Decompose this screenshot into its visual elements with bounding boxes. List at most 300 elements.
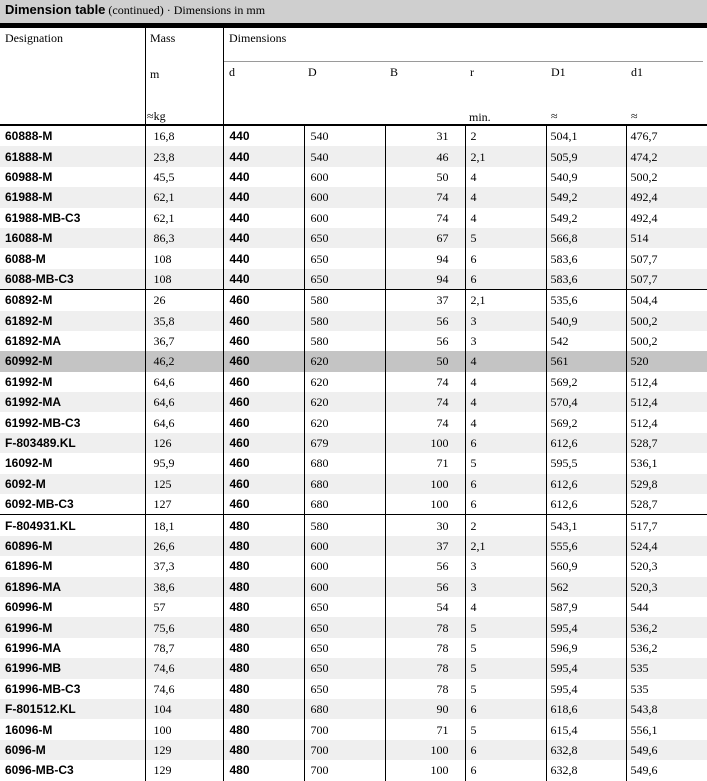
shoulder-d1-cell: 529,8 <box>626 474 707 494</box>
shoulder-D1-cell: 595,4 <box>546 679 626 699</box>
mass-cell: 129 <box>145 740 223 760</box>
designation-cell: 6092-MB-C3 <box>5 497 74 512</box>
header-designation: Designation <box>5 31 63 45</box>
radius-r-cell: 3 <box>465 331 546 351</box>
shoulder-D1-cell: 504,1 <box>546 126 626 146</box>
mass-cell: 62,1 <box>145 187 223 207</box>
radius-r-cell: 6 <box>465 699 546 719</box>
bore-d-cell: 460 <box>223 351 304 371</box>
bore-d-cell: 480 <box>223 740 304 760</box>
designation-cell: 16088-M <box>0 228 145 248</box>
mass-cell: 45,5 <box>145 167 223 187</box>
width-B-cell: 67 <box>385 228 465 248</box>
radius-r-cell: 2,1 <box>465 536 546 556</box>
outer-D-cell: 650 <box>304 617 385 637</box>
designation-cell: 60892-M <box>0 290 145 311</box>
outer-D-cell: 680 <box>304 453 385 473</box>
bore-d-cell: 440 <box>223 146 304 166</box>
mass-cell: 126 <box>145 433 223 453</box>
table-row <box>0 740 707 760</box>
designation-cell: 61992-MA <box>0 392 145 412</box>
mass-cell: 23,8 <box>145 146 223 166</box>
width-B-cell: 56 <box>385 331 465 351</box>
bore-d-cell: 440 <box>223 208 304 228</box>
radius-r-cell: 4 <box>465 597 546 617</box>
table-row <box>0 515 707 536</box>
mass-cell: 57 <box>145 597 223 617</box>
mass-cell: 38,6 <box>145 577 223 597</box>
mass-cell: 64,6 <box>145 392 223 412</box>
table-row <box>0 228 707 248</box>
bore-d-cell: 440 <box>223 269 304 290</box>
shoulder-d1-cell: 549,6 <box>626 740 707 760</box>
designation-cell: 61996-M <box>0 617 145 637</box>
table-row <box>0 208 707 228</box>
shoulder-D1-cell: 612,6 <box>546 494 626 515</box>
shoulder-D1-cell: 612,6 <box>546 433 626 453</box>
outer-D-cell: 580 <box>304 331 385 351</box>
width-B-cell: 46 <box>385 146 465 166</box>
radius-r-cell: 4 <box>465 167 546 187</box>
shoulder-D1-cell: 632,8 <box>546 740 626 760</box>
bore-d-cell: 460 <box>223 494 304 515</box>
header-D1-approx: ≈ <box>551 109 558 123</box>
shoulder-d1-cell: 512,4 <box>626 412 707 432</box>
mass-cell: 129 <box>145 760 223 780</box>
outer-D-cell: 680 <box>304 474 385 494</box>
header-mass-symbol: m <box>150 67 160 81</box>
outer-D-cell: 620 <box>304 392 385 412</box>
mass-cell: 86,3 <box>145 228 223 248</box>
radius-r-cell: 3 <box>465 556 546 576</box>
width-B-cell: 71 <box>385 719 465 739</box>
shoulder-D1-cell: 615,4 <box>546 719 626 739</box>
table-row <box>0 269 707 290</box>
mass-cell: 62,1 <box>145 208 223 228</box>
shoulder-d1-cell: 492,4 <box>626 208 707 228</box>
header-mass: Mass <box>150 31 176 45</box>
shoulder-D1-cell: 595,4 <box>546 617 626 637</box>
shoulder-d1-cell: 512,4 <box>626 372 707 392</box>
designation-cell: 60996-M <box>5 600 53 615</box>
table-row <box>0 556 707 576</box>
shoulder-d1-cell: 544 <box>626 597 707 617</box>
header-d1-approx: ≈ <box>631 109 638 123</box>
outer-D-cell: 650 <box>304 638 385 658</box>
outer-D-cell: 600 <box>304 167 385 187</box>
radius-r-cell: 4 <box>465 372 546 392</box>
mass-cell: 104 <box>145 699 223 719</box>
table-row <box>0 167 707 187</box>
header-mass-unit: ≈kg <box>147 109 166 123</box>
shoulder-d1-cell: 507,7 <box>626 248 707 268</box>
radius-r-cell: 6 <box>465 248 546 268</box>
radius-r-cell: 5 <box>465 617 546 637</box>
bore-d-cell: 460 <box>223 290 304 311</box>
title-units: Dimensions in mm <box>173 3 266 17</box>
shoulder-d1-cell: 507,7 <box>626 269 707 290</box>
shoulder-d1-cell: 500,2 <box>626 331 707 351</box>
shoulder-d1-cell: 474,2 <box>626 146 707 166</box>
table-row <box>0 577 707 597</box>
designation-cell: 61992-M <box>5 374 53 389</box>
width-B-cell: 37 <box>385 536 465 556</box>
table-body <box>0 126 707 781</box>
radius-r-cell: 2,1 <box>465 290 546 311</box>
dimensions-underline <box>224 61 703 62</box>
shoulder-d1-cell: 500,2 <box>626 167 707 187</box>
shoulder-d1-cell: 536,1 <box>626 453 707 473</box>
mass-cell: 18,1 <box>145 515 223 536</box>
width-B-cell: 56 <box>385 311 465 331</box>
radius-r-cell: 3 <box>465 311 546 331</box>
designation-cell: 61996-MA <box>5 640 62 655</box>
outer-D-cell: 620 <box>304 351 385 371</box>
bore-d-cell: 440 <box>223 167 304 187</box>
bore-d-cell: 460 <box>223 412 304 432</box>
shoulder-D1-cell: 505,9 <box>546 146 626 166</box>
width-B-cell: 94 <box>385 269 465 290</box>
outer-D-cell: 700 <box>304 719 385 739</box>
shoulder-D1-cell: 540,9 <box>546 167 626 187</box>
radius-r-cell: 6 <box>465 494 546 515</box>
shoulder-D1-cell: 583,6 <box>546 269 626 290</box>
outer-D-cell: 620 <box>304 412 385 432</box>
outer-D-cell: 650 <box>304 597 385 617</box>
designation-cell: 6096-MB-C3 <box>5 763 74 778</box>
table-row <box>0 187 707 207</box>
shoulder-D1-cell: 542 <box>546 331 626 351</box>
bore-d-cell: 480 <box>223 679 304 699</box>
mass-cell: 64,6 <box>145 372 223 392</box>
designation-cell: 61888-M <box>0 146 145 166</box>
radius-r-cell: 3 <box>465 577 546 597</box>
table-row <box>0 248 707 268</box>
header-r-min: min. <box>469 110 491 124</box>
bore-d-cell: 480 <box>223 556 304 576</box>
shoulder-D1-cell: 549,2 <box>546 208 626 228</box>
table-row <box>0 699 707 719</box>
mass-cell: 36,7 <box>145 331 223 351</box>
table-title: Dimension table <box>5 2 106 17</box>
mass-cell: 127 <box>145 494 223 515</box>
radius-r-cell: 6 <box>465 760 546 780</box>
mass-cell: 46,2 <box>145 351 223 371</box>
table-row <box>0 392 707 412</box>
shoulder-d1-cell: 512,4 <box>626 392 707 412</box>
designation-cell: 16092-M <box>5 456 53 471</box>
table-row <box>0 719 707 739</box>
width-B-cell: 74 <box>385 208 465 228</box>
shoulder-d1-cell: 536,2 <box>626 638 707 658</box>
shoulder-d1-cell: 514 <box>626 228 707 248</box>
bore-d-cell: 480 <box>223 638 304 658</box>
radius-r-cell: 6 <box>465 269 546 290</box>
outer-D-cell: 540 <box>304 146 385 166</box>
table-row <box>0 658 707 678</box>
width-B-cell: 56 <box>385 577 465 597</box>
radius-r-cell: 2,1 <box>465 146 546 166</box>
table-row <box>0 351 707 371</box>
mass-cell: 37,3 <box>145 556 223 576</box>
width-B-cell: 78 <box>385 679 465 699</box>
width-B-cell: 78 <box>385 638 465 658</box>
shoulder-D1-cell: 569,2 <box>546 372 626 392</box>
shoulder-D1-cell: 596,9 <box>546 638 626 658</box>
bore-d-cell: 440 <box>223 187 304 207</box>
shoulder-d1-cell: 549,6 <box>626 760 707 780</box>
outer-D-cell: 650 <box>304 269 385 290</box>
header-d1: d1 <box>631 65 643 79</box>
shoulder-D1-cell: 566,8 <box>546 228 626 248</box>
width-B-cell: 90 <box>385 699 465 719</box>
shoulder-D1-cell: 570,4 <box>546 392 626 412</box>
designation-cell: F-801512.KL <box>0 699 145 719</box>
designation-cell: 60992-M <box>0 351 145 371</box>
width-B-cell: 50 <box>385 351 465 371</box>
header-D: D <box>308 65 317 79</box>
designation-cell: 61988-M <box>0 187 145 207</box>
designation-cell: 61996-MB <box>0 658 145 678</box>
shoulder-D1-cell: 612,6 <box>546 474 626 494</box>
shoulder-D1-cell: 595,4 <box>546 658 626 678</box>
width-B-cell: 100 <box>385 740 465 760</box>
radius-r-cell: 5 <box>465 679 546 699</box>
title-continued: (continued) <box>108 3 164 17</box>
header-divider <box>223 28 224 124</box>
outer-D-cell: 600 <box>304 536 385 556</box>
mass-cell: 35,8 <box>145 311 223 331</box>
shoulder-d1-cell: 517,7 <box>626 515 707 536</box>
header-D1: D1 <box>551 65 566 79</box>
mass-cell: 75,6 <box>145 617 223 637</box>
mass-cell: 64,6 <box>145 412 223 432</box>
mass-cell: 74,6 <box>145 658 223 678</box>
outer-D-cell: 700 <box>304 760 385 780</box>
shoulder-d1-cell: 500,2 <box>626 311 707 331</box>
designation-cell: 6092-M <box>0 474 145 494</box>
outer-D-cell: 680 <box>304 494 385 515</box>
shoulder-D1-cell: 595,5 <box>546 453 626 473</box>
width-B-cell: 74 <box>385 187 465 207</box>
table-row <box>0 331 707 351</box>
designation-cell: 60988-M <box>5 169 53 184</box>
outer-D-cell: 580 <box>304 311 385 331</box>
designation-cell: 61892-M <box>0 311 145 331</box>
width-B-cell: 54 <box>385 597 465 617</box>
table-row <box>0 760 707 780</box>
radius-r-cell: 5 <box>465 453 546 473</box>
radius-r-cell: 4 <box>465 351 546 371</box>
shoulder-d1-cell: 492,4 <box>626 187 707 207</box>
bore-d-cell: 460 <box>223 433 304 453</box>
width-B-cell: 31 <box>385 126 465 146</box>
outer-D-cell: 600 <box>304 577 385 597</box>
outer-D-cell: 580 <box>304 515 385 536</box>
designation-cell: F-803489.KL <box>0 433 145 453</box>
shoulder-D1-cell: 555,6 <box>546 536 626 556</box>
mass-cell: 26 <box>145 290 223 311</box>
table-row <box>0 638 707 658</box>
radius-r-cell: 5 <box>465 719 546 739</box>
table-row <box>0 474 707 494</box>
outer-D-cell: 650 <box>304 248 385 268</box>
radius-r-cell: 6 <box>465 740 546 760</box>
bore-d-cell: 460 <box>223 453 304 473</box>
width-B-cell: 74 <box>385 412 465 432</box>
outer-D-cell: 650 <box>304 228 385 248</box>
radius-r-cell: 6 <box>465 433 546 453</box>
designation-cell: F-804931.KL <box>0 515 145 536</box>
mass-cell: 95,9 <box>145 453 223 473</box>
outer-D-cell: 580 <box>304 290 385 311</box>
bore-d-cell: 480 <box>223 658 304 678</box>
radius-r-cell: 4 <box>465 208 546 228</box>
table-row <box>0 453 707 473</box>
designation-cell: 61992-MB-C3 <box>5 415 81 430</box>
shoulder-d1-cell: 524,4 <box>626 536 707 556</box>
width-B-cell: 100 <box>385 474 465 494</box>
bore-d-cell: 460 <box>223 474 304 494</box>
outer-D-cell: 600 <box>304 556 385 576</box>
shoulder-d1-cell: 476,7 <box>626 126 707 146</box>
shoulder-d1-cell: 520,3 <box>626 577 707 597</box>
mass-cell: 100 <box>145 719 223 739</box>
shoulder-d1-cell: 543,8 <box>626 699 707 719</box>
outer-D-cell: 600 <box>304 187 385 207</box>
bore-d-cell: 440 <box>223 126 304 146</box>
shoulder-d1-cell: 556,1 <box>626 719 707 739</box>
width-B-cell: 30 <box>385 515 465 536</box>
radius-r-cell: 2 <box>465 126 546 146</box>
width-B-cell: 78 <box>385 658 465 678</box>
shoulder-D1-cell: 540,9 <box>546 311 626 331</box>
outer-D-cell: 620 <box>304 372 385 392</box>
dimension-table <box>0 126 707 781</box>
shoulder-d1-cell: 504,4 <box>626 290 707 311</box>
designation-cell: 61988-MB-C3 <box>5 210 81 225</box>
designation-cell: 6088-M <box>5 251 46 266</box>
table-row <box>0 126 707 146</box>
table-row <box>0 597 707 617</box>
mass-cell: 16,8 <box>145 126 223 146</box>
shoulder-D1-cell: 549,2 <box>546 187 626 207</box>
outer-D-cell: 540 <box>304 126 385 146</box>
header-dimensions: Dimensions <box>229 31 287 45</box>
radius-r-cell: 4 <box>465 412 546 432</box>
width-B-cell: 37 <box>385 290 465 311</box>
width-B-cell: 94 <box>385 248 465 268</box>
outer-D-cell: 650 <box>304 658 385 678</box>
mass-cell: 108 <box>145 269 223 290</box>
bore-d-cell: 460 <box>223 311 304 331</box>
header-divider <box>145 28 146 124</box>
radius-r-cell: 2 <box>465 515 546 536</box>
table-row <box>0 617 707 637</box>
bore-d-cell: 480 <box>223 699 304 719</box>
bore-d-cell: 480 <box>223 577 304 597</box>
width-B-cell: 78 <box>385 617 465 637</box>
designation-cell: 6096-M <box>0 740 145 760</box>
designation-cell: 6088-MB-C3 <box>0 269 145 290</box>
table-row <box>0 536 707 556</box>
mass-cell: 108 <box>145 248 223 268</box>
shoulder-D1-cell: 560,9 <box>546 556 626 576</box>
designation-cell: 61892-MA <box>5 334 62 349</box>
mass-cell: 125 <box>145 474 223 494</box>
bore-d-cell: 480 <box>223 515 304 536</box>
designation-cell: 61996-MB-C3 <box>5 681 81 696</box>
width-B-cell: 100 <box>385 760 465 780</box>
bore-d-cell: 440 <box>223 248 304 268</box>
shoulder-d1-cell: 528,7 <box>626 433 707 453</box>
designation-cell: 60896-M <box>0 536 145 556</box>
outer-D-cell: 600 <box>304 208 385 228</box>
width-B-cell: 74 <box>385 392 465 412</box>
table-row <box>0 494 707 515</box>
radius-r-cell: 4 <box>465 392 546 412</box>
bore-d-cell: 480 <box>223 719 304 739</box>
shoulder-d1-cell: 520 <box>626 351 707 371</box>
designation-cell: 16096-M <box>5 722 53 737</box>
radius-r-cell: 5 <box>465 228 546 248</box>
width-B-cell: 56 <box>385 556 465 576</box>
width-B-cell: 50 <box>385 167 465 187</box>
table-row <box>0 372 707 392</box>
header-d: d <box>229 65 235 79</box>
outer-D-cell: 679 <box>304 433 385 453</box>
shoulder-D1-cell: 587,9 <box>546 597 626 617</box>
outer-D-cell: 700 <box>304 740 385 760</box>
radius-r-cell: 6 <box>465 474 546 494</box>
bore-d-cell: 460 <box>223 331 304 351</box>
table-row <box>0 311 707 331</box>
shoulder-D1-cell: 535,6 <box>546 290 626 311</box>
table-row <box>0 679 707 699</box>
mass-cell: 78,7 <box>145 638 223 658</box>
bore-d-cell: 480 <box>223 760 304 780</box>
bore-d-cell: 460 <box>223 372 304 392</box>
shoulder-d1-cell: 535 <box>626 658 707 678</box>
shoulder-D1-cell: 569,2 <box>546 412 626 432</box>
radius-r-cell: 5 <box>465 658 546 678</box>
width-B-cell: 100 <box>385 433 465 453</box>
shoulder-D1-cell: 562 <box>546 577 626 597</box>
bore-d-cell: 440 <box>223 228 304 248</box>
radius-r-cell: 4 <box>465 187 546 207</box>
table-row <box>0 146 707 166</box>
mass-cell: 74,6 <box>145 679 223 699</box>
table-row <box>0 433 707 453</box>
bore-d-cell: 480 <box>223 597 304 617</box>
shoulder-D1-cell: 543,1 <box>546 515 626 536</box>
shoulder-D1-cell: 583,6 <box>546 248 626 268</box>
title-separator: · <box>166 3 171 17</box>
width-B-cell: 74 <box>385 372 465 392</box>
radius-r-cell: 5 <box>465 638 546 658</box>
table-header <box>0 28 707 124</box>
bore-d-cell: 480 <box>223 617 304 637</box>
width-B-cell: 100 <box>385 494 465 515</box>
table-row <box>0 412 707 432</box>
mass-cell: 26,6 <box>145 536 223 556</box>
shoulder-d1-cell: 520,3 <box>626 556 707 576</box>
designation-cell: 61896-M <box>5 559 53 574</box>
table-row <box>0 290 707 311</box>
shoulder-D1-cell: 561 <box>546 351 626 371</box>
bore-d-cell: 460 <box>223 392 304 412</box>
header-r: r <box>470 65 474 79</box>
